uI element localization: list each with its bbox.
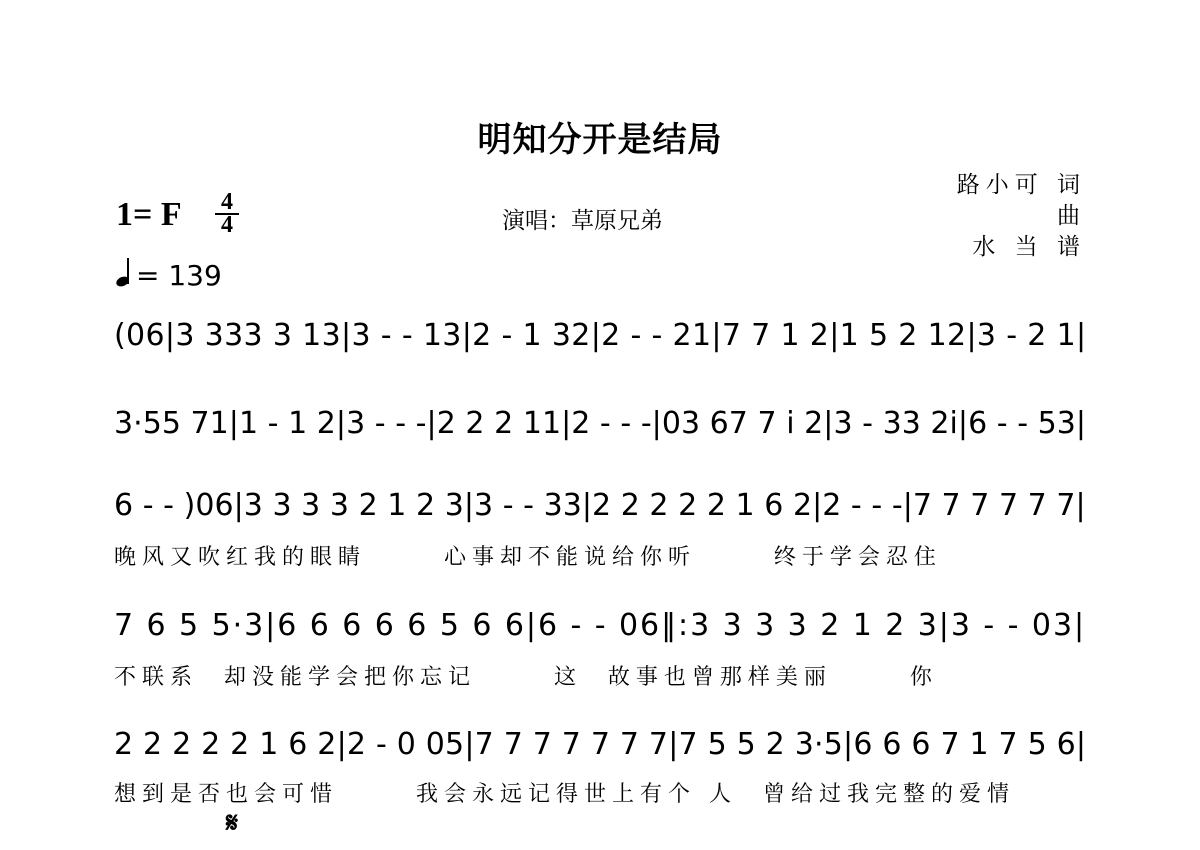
score-row xyxy=(114,406,1086,496)
notation-line: 7 6 5 5·3|6 6 6 6 6 5 6 6|6 - - 06‖:3 3 3 3 2 1 2 3|3 - - 03| xyxy=(114,608,1087,643)
notation-line: 3·55 71|1 - 1 2|3 - - -|2 2 2 11|2 - - -|03 67 7 i 2|3 - 33 2i|6 - - 53| xyxy=(114,406,1087,441)
lyrics-line: 想到是否也会可惜 我会永远记得世上有个 人 曾给过我完整的爱情 xyxy=(114,782,1015,807)
score-row xyxy=(114,488,1086,578)
segno-sign: 𝄋 xyxy=(226,806,239,839)
song-title: 明知分开是结局 xyxy=(477,120,723,160)
time-signature xyxy=(214,189,240,238)
score-row xyxy=(114,727,1086,817)
credits xyxy=(957,170,1086,263)
score-row xyxy=(114,318,1086,408)
key-signature: 1= F xyxy=(116,196,182,233)
lyricist-credit: 路小可 词 xyxy=(956,172,1086,198)
time-signature-bottom: 4 xyxy=(221,212,233,238)
time-signature-top: 4 xyxy=(221,189,233,215)
score-row xyxy=(114,608,1086,698)
tempo-marking xyxy=(114,258,222,292)
notation-line: 2 2 2 2 2 1 6 2|2 - 0 05|7 7 7 7 7 7 7|7 5 5 2 3·5|6 6 6 7 1 7 5 6| xyxy=(114,727,1087,762)
transcriber-credit: 水 当 谱 xyxy=(972,234,1086,260)
quarter-note-icon xyxy=(114,258,136,288)
tempo-value: = 139 xyxy=(136,259,222,292)
lyrics-line: 晚风又吹红我的眼睛 心事却不能说给你听 终于学会忍住 xyxy=(114,545,942,570)
notation-line: (06|3 333 3 13|3 - - 13|2 - 1 32|2 - - 21|7 7 1 2|1 5 2 12|3 - 2 1| xyxy=(114,318,1087,353)
singer-credit: 演唱：草原兄弟 xyxy=(502,208,663,234)
lyrics-line: 不联系 却没能学会把你忘记 这 故事也曾那样美丽 你 xyxy=(114,665,938,690)
composer-credit: 曲 xyxy=(1057,203,1086,229)
notation-line: 6 - - )06|3 3 3 3 2 1 2 3|3 - - 33|2 2 2 2 2 1 6 2|2 - - -|7 7 7 7 7 7| xyxy=(114,488,1086,523)
